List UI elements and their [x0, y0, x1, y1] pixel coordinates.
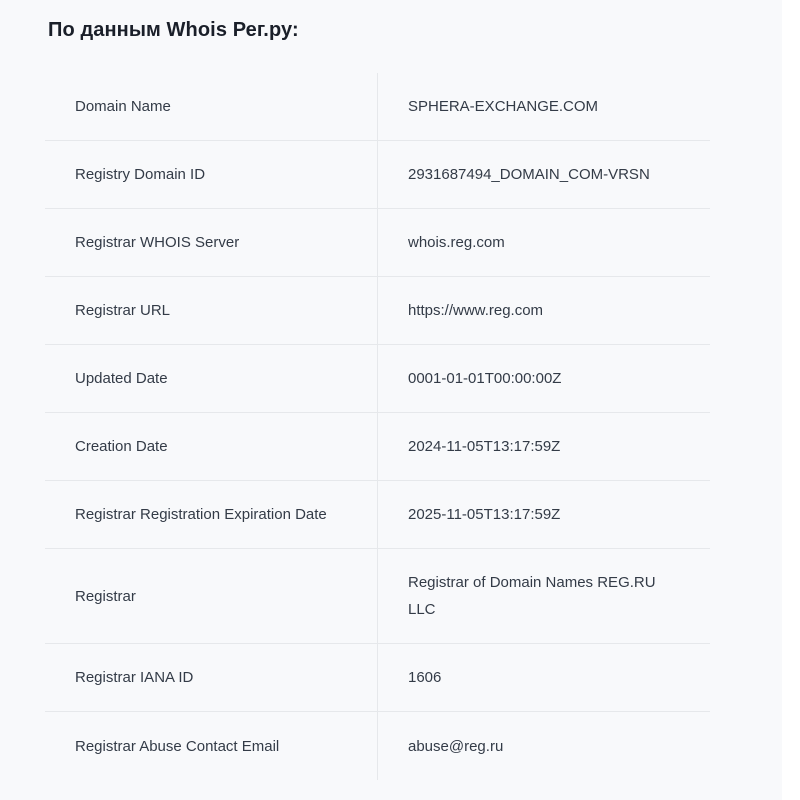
row-label: Registrar URL — [75, 302, 171, 319]
row-label: Registrar Abuse Contact Email — [75, 737, 280, 755]
whois-table — [45, 73, 710, 780]
row-label: Registrar — [75, 587, 136, 605]
row-value: 2931687494_DOMAIN_COM-VRSN — [377, 141, 710, 208]
table-row — [45, 481, 710, 549]
row-label: Registrar IANA ID — [75, 669, 194, 686]
table-row — [45, 549, 710, 644]
table-row — [45, 277, 710, 345]
table-row — [45, 712, 710, 780]
row-label: Creation Date — [75, 438, 168, 455]
row-value: whois.reg.com — [377, 209, 710, 276]
row-label: Registrar WHOIS Server — [75, 234, 240, 251]
table-row — [45, 345, 710, 413]
row-value: abuse@reg.ru — [377, 712, 710, 780]
table-row — [45, 413, 710, 481]
row-value: SPHERA-EXCHANGE.COM — [377, 73, 710, 140]
table-row — [45, 209, 710, 277]
section-title: По данным Whois Рег.ру: — [48, 19, 299, 41]
row-label: Registry Domain ID — [75, 166, 206, 183]
table-row — [45, 644, 710, 712]
row-label: Registrar Registration Expiration Date — [75, 506, 327, 523]
table-row — [45, 141, 710, 209]
row-value: 1606 — [377, 644, 710, 711]
row-value: 2024-11-05T13:17:59Z — [377, 413, 710, 480]
row-label: Updated Date — [75, 370, 168, 387]
row-label: Domain Name — [75, 98, 171, 115]
page-right-margin — [782, 0, 800, 800]
row-value: 0001-01-01T00:00:00Z — [377, 345, 710, 412]
row-value: https://www.reg.com — [377, 277, 710, 344]
table-row — [45, 73, 710, 141]
row-value: Registrar of Domain Names REG.RU LLC — [377, 549, 710, 643]
row-value: 2025-11-05T13:17:59Z — [377, 481, 710, 548]
